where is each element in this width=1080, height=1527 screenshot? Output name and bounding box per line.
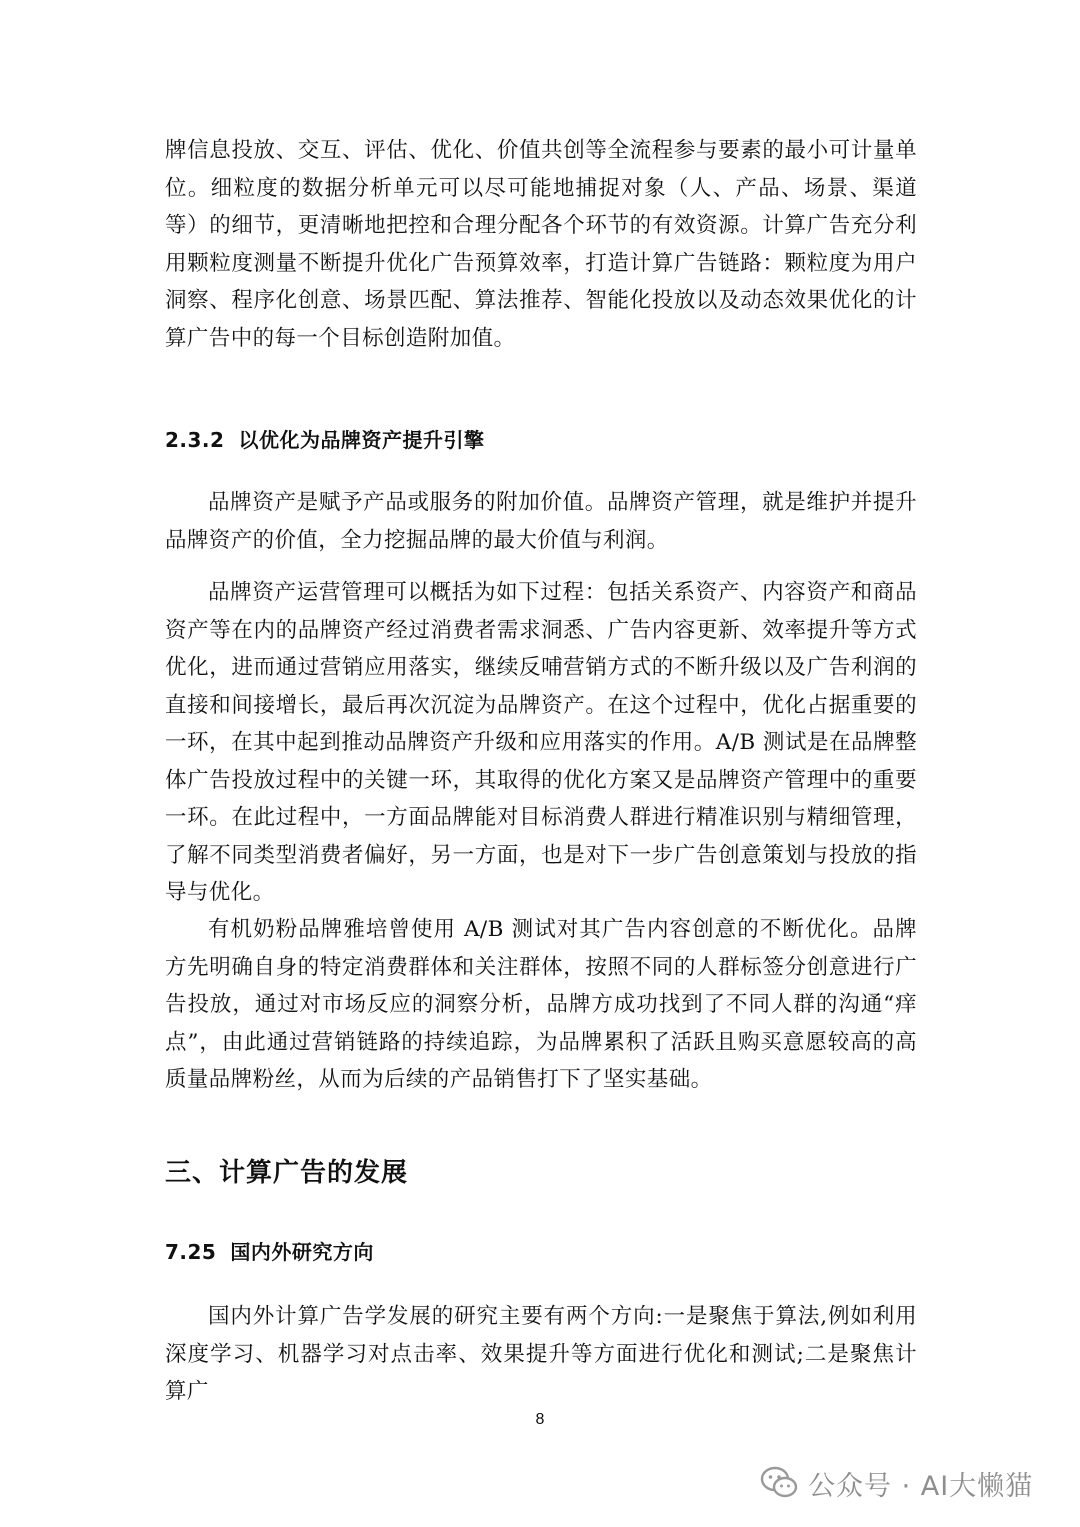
page-number: 8 — [535, 1411, 545, 1428]
section-number: 7.25 — [165, 1240, 217, 1264]
section-heading-2-3-2 — [165, 424, 484, 453]
watermark — [760, 1455, 1033, 1511]
section-number: 2.3.2 — [165, 428, 225, 452]
paragraph-brand-asset-definition: 品牌资产是赋予产品或服务的附加价值。品牌资产管理，就是维护并提升品牌资产的价值，全力挖掘品牌的最大价值与利润。 — [165, 490, 917, 553]
section-heading-3-1 — [165, 1236, 374, 1265]
chapter-heading-3: 三、计算广告的发展 — [165, 1158, 409, 1188]
watermark-text: 公众号 · AI大懒猫 — [808, 1470, 1034, 1502]
paragraph-research-directions: 国内外计算广告学发展的研究主要有两个方向:一是聚焦于算法,例如利用深度学习、机器学习对点击率、效果提升等方面进行优化和测试;二是聚焦计算广 — [165, 1304, 917, 1404]
section-title: 以优化为品牌资产提升引擎 — [238, 428, 485, 452]
paragraph-granularity: 牌信息投放、交互、评估、优化、价值共创等全流程参与要素的最小可计量单位。细粒度的数据分析单元可以尽可能地捕捉对象（人、产品、场景、渠道等）的细节，更清晰地把控和合理分配各个环节的有效资源。计算广告充分利用颗粒度测量不断提升优化广告预算效率，打造计算广告链路：颗粒度为用户洞察、程序化创意、场景匹配、算法推荐、智能化投放以及动态效果优化的计算广告中的每一个目标创造附加值。 — [165, 138, 917, 351]
paragraph-brand-asset-operation: 品牌资产运营管理可以概括为如下过程：包括关系资产、内容资产和商品资产等在内的品牌资产经过消费者需求洞悉、广告内容更新、效率提升等方式优化，进而通过营销应用落实，继续反哺营销方式的不断升级以及广告利润的直接和间接增长，最后再次沉淀为品牌资产。在这个过程中，优化占据重要的一环，在其中起到推动品牌资产升级和应用落实的作用。A/B 测试是在品牌整体广告投放过程中的关键一环，其取得的优化方案又是品牌资产管理中的重要一环。在此过程中，一方面品牌能对目标消费人群进行精准识别与精细管理，了解不同类型消费者偏好，另一方面，也是对下一步广告创意策划与投放的指导与优化。 — [165, 580, 917, 905]
wechat-icon — [760, 1466, 798, 1500]
section-title: 国内外研究方向 — [230, 1240, 374, 1264]
paragraph-ab-test-case: 有机奶粉品牌雅培曾使用 A/B 测试对其广告内容创意的不断优化。品牌方先明确自身的特定消费群体和关注群体，按照不同的人群标签分创意进行广告投放，通过对市场反应的洞察分析，品牌方成功找到了不同人群的沟通“痒点”，由此通过营销链路的持续追踪，为品牌累积了活跃且购买意愿较高的高质量品牌粉丝，从而为后续的产品销售打下了坚实基础。 — [165, 917, 917, 1092]
